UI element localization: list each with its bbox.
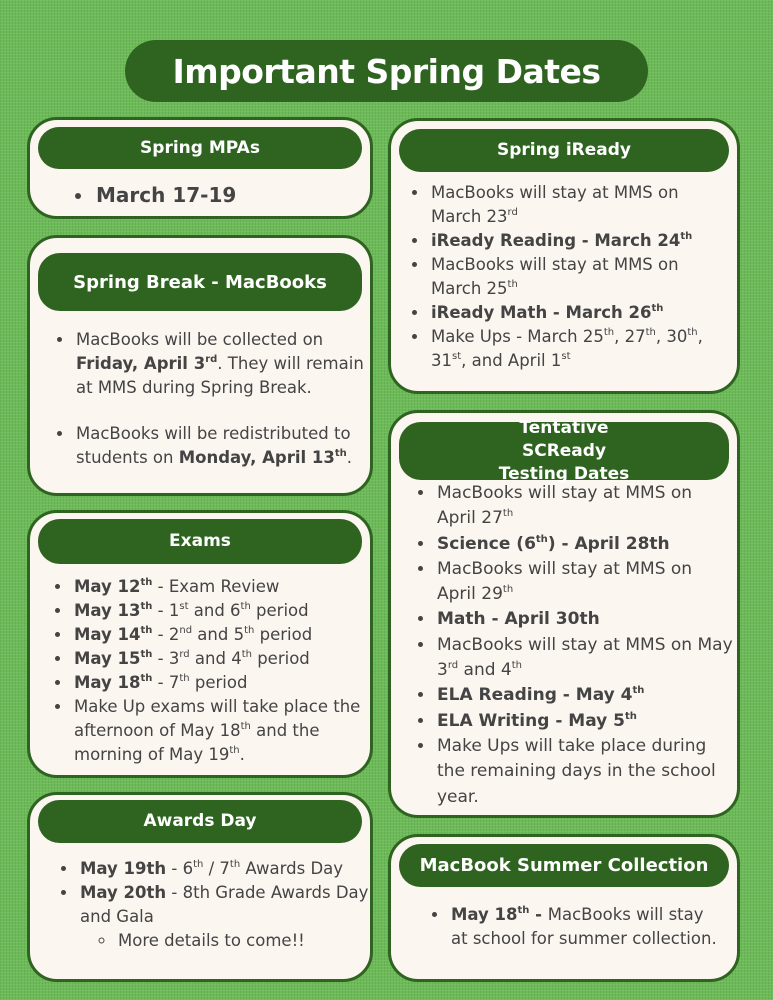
text-segment: iReady Math - March 26	[431, 303, 652, 322]
list-item	[78, 857, 370, 881]
text-segment: th	[140, 673, 153, 684]
text-segment: th	[687, 327, 698, 338]
text-segment: MacBooks will be collected on	[76, 330, 324, 349]
text-segment: MacBooks will stay at MMS on April 27	[437, 483, 693, 529]
card-summer-collection	[388, 834, 740, 982]
text-segment: -	[529, 905, 548, 924]
text-segment: th	[502, 584, 514, 596]
text-segment: th	[193, 859, 204, 870]
text-segment: period	[254, 625, 313, 644]
text-segment: Friday, April 3	[76, 354, 206, 373]
text-segment: May 19th	[80, 859, 167, 878]
text-segment: MacBooks will stay at MMS on May 3	[437, 634, 733, 681]
bullet-list	[415, 481, 735, 810]
text-segment: ELA Writing - May 5	[437, 710, 625, 731]
list-item	[74, 422, 366, 470]
list-item	[72, 695, 370, 767]
list-item	[435, 709, 735, 734]
text-segment: Awards Day	[240, 859, 344, 878]
list-item	[435, 683, 735, 708]
text-segment: MacBooks will stay at MMS on March 25	[431, 255, 679, 298]
bullet-list	[58, 857, 370, 953]
list-item	[435, 633, 735, 684]
text-segment: / 7	[203, 859, 230, 878]
list-item	[435, 532, 735, 557]
page-title: Important Spring Dates	[125, 40, 648, 102]
text-segment: - 8th Grade Awards Day and Gala	[80, 883, 369, 926]
sub-list-item	[116, 929, 370, 953]
list-item	[435, 557, 735, 608]
bullet-list	[52, 575, 370, 767]
text-segment: th	[140, 601, 153, 612]
list-item	[429, 253, 729, 301]
text-segment: th	[244, 625, 255, 636]
text-segment: th	[680, 231, 693, 242]
text-segment: - 2	[152, 625, 180, 644]
text-segment: th	[535, 533, 548, 545]
text-segment: - Exam Review	[152, 577, 280, 596]
list-item	[449, 903, 719, 951]
text-segment: th	[140, 649, 153, 660]
text-segment: May 14	[74, 625, 141, 644]
list-item	[429, 229, 729, 253]
text-segment: th	[651, 303, 664, 314]
text-segment: st	[179, 601, 189, 612]
text-segment: period	[251, 649, 310, 668]
text-segment: .	[239, 745, 245, 764]
text-segment: MacBooks will stay at MMS on April 29	[437, 558, 693, 605]
text-segment: May 15	[74, 649, 141, 668]
list-item	[72, 647, 370, 671]
text-segment: th	[334, 448, 347, 459]
text-segment: , 31	[431, 327, 703, 370]
card-spring-mpas	[27, 117, 373, 219]
text-segment: and 5	[192, 625, 245, 644]
text-segment: th	[240, 721, 251, 732]
list-item	[435, 607, 735, 632]
text-segment: , 27	[614, 327, 646, 346]
list-item	[429, 325, 729, 373]
text-segment: th	[502, 508, 514, 520]
text-segment: , and April 1	[461, 351, 562, 370]
card-header-exams: Exams	[38, 519, 362, 564]
text-segment: th	[140, 625, 153, 636]
list-item	[72, 575, 370, 599]
text-segment: and 4	[189, 649, 242, 668]
text-segment: th	[645, 327, 656, 338]
bullet-list	[429, 903, 719, 951]
text-segment: th	[511, 660, 522, 672]
card-spring-break	[27, 235, 373, 496]
text-segment: and 4	[458, 660, 512, 681]
text-segment: MacBooks will stay at school for summer collection.	[451, 905, 717, 948]
text-segment: th	[229, 745, 240, 756]
text-segment: - 6	[166, 859, 194, 878]
text-segment: rd	[507, 207, 518, 218]
text-segment: period	[189, 673, 248, 692]
text-segment: Make Up exams will take place the afternoon of May 18	[74, 697, 361, 740]
list-item	[429, 181, 729, 229]
text-segment: MacBooks will stay at MMS on March 23	[431, 183, 679, 226]
text-segment: th	[625, 710, 637, 722]
text-segment: nd	[179, 625, 193, 636]
text-segment: iReady Reading - March 24	[431, 231, 681, 250]
text-segment: - 7	[152, 673, 180, 692]
card-header-scready: Tentative SCReady Testing Dates	[399, 422, 729, 480]
card-header-spring-iready: Spring iReady	[399, 129, 729, 172]
card-spring-iready	[388, 118, 740, 394]
text-segment: - 3	[152, 649, 180, 668]
text-segment: MacBooks will be redistributed to students on	[76, 424, 351, 467]
bullet-list	[54, 328, 366, 470]
card-header-spring-break: Spring Break - MacBooks	[38, 253, 362, 311]
card-header-spring-mpas: Spring MPAs	[38, 127, 362, 169]
text-segment: th	[140, 577, 153, 588]
text-segment: .	[346, 448, 353, 467]
text-segment: th	[229, 859, 241, 870]
text-segment: st	[452, 351, 462, 362]
text-segment: March 17-19	[96, 183, 237, 207]
text-segment: th	[240, 601, 251, 612]
text-segment: May 13	[74, 601, 141, 620]
bullet-list	[74, 182, 236, 208]
sub-list	[80, 929, 370, 953]
text-segment: rd	[447, 660, 459, 672]
card-scready	[388, 410, 740, 818]
list-item	[435, 481, 735, 532]
text-segment: Science (6	[437, 533, 536, 554]
text-segment: rd	[179, 649, 190, 660]
list-item	[72, 623, 370, 647]
bullet-list	[409, 181, 729, 373]
text-segment: ) - April 28th	[547, 533, 670, 554]
text-segment: th	[632, 685, 645, 697]
text-segment: Math - April 30th	[437, 609, 600, 630]
text-segment: st	[561, 351, 571, 362]
card-header-awards-day: Awards Day	[38, 800, 362, 843]
list-item	[78, 881, 370, 953]
card-header-summer-collection: MacBook Summer Collection	[399, 844, 729, 887]
text-segment: th	[603, 327, 615, 338]
text-segment: and 6	[188, 601, 241, 620]
text-segment: rd	[205, 354, 218, 365]
text-segment: . They will remain at MMS during Spring Break.	[76, 354, 364, 397]
card-exams	[27, 510, 373, 778]
list-item	[435, 734, 735, 810]
text-segment: May 18	[451, 905, 518, 924]
list-item	[72, 671, 370, 695]
text-segment: More details to come!!	[118, 931, 305, 950]
text-segment: May 12	[74, 577, 141, 596]
text-segment: th	[517, 905, 530, 916]
text-segment: - 1	[152, 601, 180, 620]
text-segment: ELA Reading - May 4	[437, 685, 633, 706]
text-segment: May 20th	[80, 883, 167, 902]
text-segment: period	[250, 601, 309, 620]
text-segment: th	[179, 673, 190, 684]
list-item	[94, 182, 236, 208]
text-segment: May 18	[74, 673, 141, 692]
text-segment: Make Ups - March 25	[431, 327, 604, 346]
list-item	[74, 328, 366, 400]
text-segment: and the morning of May 19	[74, 721, 320, 764]
text-segment: th	[241, 649, 252, 660]
text-segment: Monday, April 13	[178, 448, 335, 467]
list-item	[72, 599, 370, 623]
text-segment: th	[507, 279, 518, 290]
text-segment: Make Ups will take place during the remaining days in the school year.	[437, 735, 716, 807]
card-awards-day	[27, 792, 373, 982]
list-item	[429, 301, 729, 325]
text-segment: , 30	[655, 327, 688, 346]
